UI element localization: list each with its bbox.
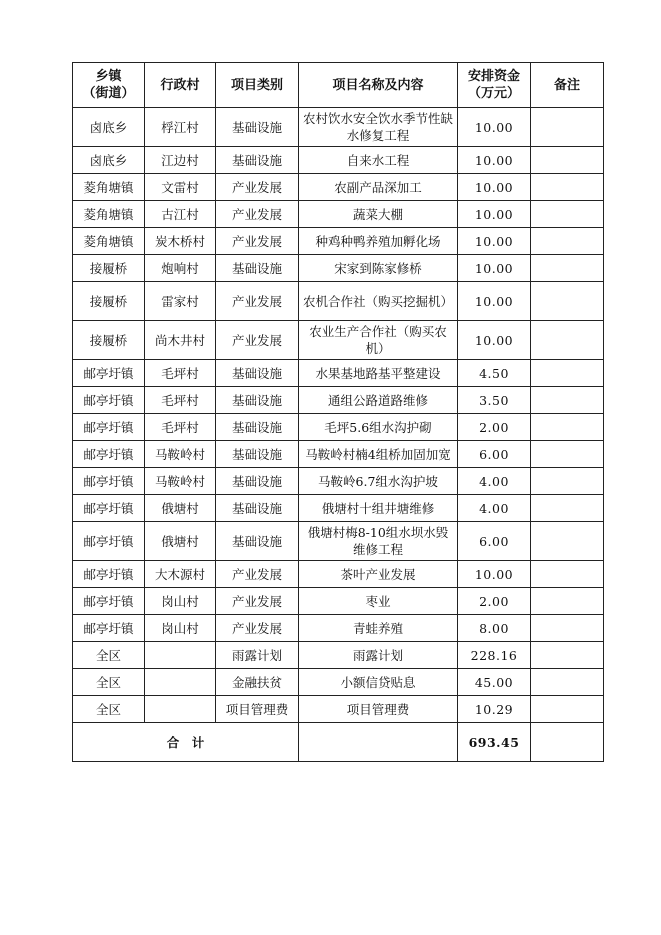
village-cell xyxy=(145,174,216,201)
note-cell xyxy=(531,321,604,360)
township-cell xyxy=(73,588,145,615)
note-cell xyxy=(531,387,604,414)
category-cell xyxy=(216,201,299,228)
table-row xyxy=(73,147,604,174)
note-cell xyxy=(531,588,604,615)
table-row xyxy=(73,588,604,615)
note-cell xyxy=(531,147,604,174)
village-cell xyxy=(145,468,216,495)
project-funding-table xyxy=(72,62,604,762)
village-text: 毛坪村 xyxy=(161,419,199,435)
village-text: 桴江村 xyxy=(161,119,199,135)
header-category-text: 项目类别 xyxy=(230,77,283,93)
total-label-cell xyxy=(73,723,299,762)
funds-text: 2.00 xyxy=(479,593,509,609)
category-text: 基础设施 xyxy=(231,152,282,168)
township-text: 邮亭圩镇 xyxy=(83,566,134,582)
township-cell xyxy=(73,495,145,522)
header-funds-text: 安排资金 （万元） xyxy=(467,69,520,101)
header-township xyxy=(73,63,145,108)
category-text: 项目管理费 xyxy=(225,701,289,717)
project-cell xyxy=(299,468,458,495)
township-cell xyxy=(73,108,145,147)
project-cell xyxy=(299,696,458,723)
category-cell xyxy=(216,561,299,588)
village-text: 马鞍岭村 xyxy=(154,473,205,489)
table-row xyxy=(73,642,604,669)
note-cell xyxy=(531,108,604,147)
funds-text: 4.00 xyxy=(479,500,509,516)
table-row xyxy=(73,282,604,321)
project-cell xyxy=(299,174,458,201)
project-text: 通组公路道路维修 xyxy=(327,392,428,408)
category-text: 基础设施 xyxy=(231,365,282,381)
township-cell xyxy=(73,255,145,282)
funds-text: 45.00 xyxy=(474,674,514,690)
funds-text: 4.00 xyxy=(479,473,509,489)
township-text: 菱角塘镇 xyxy=(83,179,134,195)
header-village-text: 行政村 xyxy=(160,77,200,93)
village-cell xyxy=(145,387,216,414)
funds-cell xyxy=(458,255,531,282)
township-text: 邮亭圩镇 xyxy=(83,533,134,549)
project-cell xyxy=(299,642,458,669)
project-cell xyxy=(299,414,458,441)
note-cell xyxy=(531,360,604,387)
village-cell xyxy=(145,147,216,174)
funds-cell xyxy=(458,468,531,495)
township-cell xyxy=(73,282,145,321)
table-header-row xyxy=(73,63,604,108)
village-text: 岗山村 xyxy=(161,593,199,609)
category-cell xyxy=(216,669,299,696)
category-cell xyxy=(216,441,299,468)
project-text: 农村饮水安全饮水季节性缺水修复工程 xyxy=(303,111,454,143)
township-cell xyxy=(73,696,145,723)
project-text: 小额信贷贴息 xyxy=(340,674,416,690)
note-cell xyxy=(531,522,604,561)
project-text: 俄塘村十组井塘维修 xyxy=(321,500,435,516)
category-cell xyxy=(216,174,299,201)
funds-text: 10.00 xyxy=(474,566,514,582)
header-project xyxy=(299,63,458,108)
funds-cell xyxy=(458,441,531,468)
category-cell xyxy=(216,696,299,723)
category-cell xyxy=(216,360,299,387)
table-row xyxy=(73,108,604,147)
funds-text: 10.00 xyxy=(474,260,514,276)
village-text: 古江村 xyxy=(161,206,199,222)
village-text: 岗山村 xyxy=(161,620,199,636)
project-text: 自来水工程 xyxy=(346,152,410,168)
village-text: 大木源村 xyxy=(154,566,205,582)
category-cell xyxy=(216,414,299,441)
table-row xyxy=(73,561,604,588)
township-cell xyxy=(73,387,145,414)
table-row xyxy=(73,615,604,642)
total-note-cell xyxy=(531,723,604,762)
township-text: 邮亭圩镇 xyxy=(83,473,134,489)
funds-cell xyxy=(458,174,531,201)
funds-cell xyxy=(458,588,531,615)
category-text: 基础设施 xyxy=(231,419,282,435)
village-cell xyxy=(145,414,216,441)
township-cell xyxy=(73,522,145,561)
funds-cell xyxy=(458,147,531,174)
township-cell xyxy=(73,414,145,441)
village-cell xyxy=(145,255,216,282)
table-row xyxy=(73,360,604,387)
funds-text: 6.00 xyxy=(479,446,509,462)
header-project-text: 项目名称及内容 xyxy=(332,77,424,93)
township-text: 邮亭圩镇 xyxy=(83,620,134,636)
project-cell xyxy=(299,615,458,642)
township-cell xyxy=(73,561,145,588)
category-cell xyxy=(216,147,299,174)
note-cell xyxy=(531,414,604,441)
township-cell xyxy=(73,201,145,228)
note-cell xyxy=(531,642,604,669)
header-village xyxy=(145,63,216,108)
category-cell xyxy=(216,108,299,147)
township-text: 邮亭圩镇 xyxy=(83,446,134,462)
project-cell xyxy=(299,561,458,588)
header-note xyxy=(531,63,604,108)
funds-cell xyxy=(458,561,531,588)
village-cell xyxy=(145,495,216,522)
village-text: 炮响村 xyxy=(161,260,199,276)
village-text: 文雷村 xyxy=(161,179,199,195)
funds-cell xyxy=(458,495,531,522)
category-text: 基础设施 xyxy=(231,533,282,549)
category-text: 产业发展 xyxy=(231,566,282,582)
township-text: 卤底乡 xyxy=(89,119,128,135)
township-cell xyxy=(73,468,145,495)
category-cell xyxy=(216,642,299,669)
funds-text: 10.29 xyxy=(474,701,514,717)
table-row xyxy=(73,495,604,522)
header-funds xyxy=(458,63,531,108)
note-cell xyxy=(531,615,604,642)
village-text: 俄塘村 xyxy=(161,533,199,549)
project-text: 俄塘村梅8-10组水坝水毁维修工程 xyxy=(307,525,449,557)
funds-text: 10.00 xyxy=(474,179,514,195)
category-cell xyxy=(216,495,299,522)
funds-text: 4.50 xyxy=(479,365,509,381)
funds-cell xyxy=(458,321,531,360)
village-text: 毛坪村 xyxy=(161,365,199,381)
funds-text: 228.16 xyxy=(470,647,518,663)
category-text: 产业发展 xyxy=(231,332,282,348)
village-cell xyxy=(145,282,216,321)
total-funds-cell xyxy=(458,723,531,762)
note-cell xyxy=(531,201,604,228)
note-cell xyxy=(531,228,604,255)
village-cell xyxy=(145,588,216,615)
funds-cell xyxy=(458,522,531,561)
village-cell xyxy=(145,201,216,228)
township-text: 卤底乡 xyxy=(89,152,128,168)
village-text: 雷家村 xyxy=(161,293,199,309)
table-row xyxy=(73,321,604,360)
township-text: 全区 xyxy=(95,701,121,717)
funds-cell xyxy=(458,414,531,441)
total-row xyxy=(73,723,604,762)
category-text: 产业发展 xyxy=(231,233,282,249)
township-text: 菱角塘镇 xyxy=(83,206,134,222)
project-text: 雨露计划 xyxy=(352,647,403,663)
table-row xyxy=(73,696,604,723)
township-cell xyxy=(73,321,145,360)
project-cell xyxy=(299,441,458,468)
township-text: 邮亭圩镇 xyxy=(83,419,134,435)
note-cell xyxy=(531,696,604,723)
village-cell xyxy=(145,642,216,669)
project-text: 农业生产合作社（购买农机） xyxy=(309,324,447,356)
category-text: 产业发展 xyxy=(231,293,282,309)
category-text: 产业发展 xyxy=(231,620,282,636)
village-text: 毛坪村 xyxy=(161,392,199,408)
category-cell xyxy=(216,387,299,414)
project-text: 农副产品深加工 xyxy=(334,179,422,195)
table-row xyxy=(73,468,604,495)
township-text: 邮亭圩镇 xyxy=(83,593,134,609)
project-cell xyxy=(299,108,458,147)
funds-text: 6.00 xyxy=(479,533,509,549)
project-cell xyxy=(299,228,458,255)
funds-cell xyxy=(458,642,531,669)
note-cell xyxy=(531,495,604,522)
category-text: 基础设施 xyxy=(231,260,282,276)
category-text: 基础设施 xyxy=(231,392,282,408)
table-row xyxy=(73,669,604,696)
township-text: 全区 xyxy=(95,674,121,690)
category-text: 基础设施 xyxy=(231,119,282,135)
township-text: 邮亭圩镇 xyxy=(83,500,134,516)
category-cell xyxy=(216,468,299,495)
project-text: 枣业 xyxy=(365,593,391,609)
funds-text: 10.00 xyxy=(474,332,514,348)
project-text: 茶叶产业发展 xyxy=(340,566,416,582)
category-text: 基础设施 xyxy=(231,500,282,516)
project-cell xyxy=(299,588,458,615)
project-text: 宋家到陈家修桥 xyxy=(334,260,422,276)
village-cell xyxy=(145,441,216,468)
table-row xyxy=(73,414,604,441)
project-text: 马鞍岭6.7组水沟护坡 xyxy=(318,473,438,489)
village-text: 俄塘村 xyxy=(161,500,199,516)
funds-cell xyxy=(458,228,531,255)
project-cell xyxy=(299,669,458,696)
village-cell xyxy=(145,321,216,360)
village-cell xyxy=(145,108,216,147)
funds-text: 10.00 xyxy=(474,293,514,309)
township-text: 邮亭圩镇 xyxy=(83,365,134,381)
table-row xyxy=(73,201,604,228)
village-text: 炭木桥村 xyxy=(154,233,205,249)
funds-text: 10.00 xyxy=(474,206,514,222)
township-cell xyxy=(73,174,145,201)
township-cell xyxy=(73,615,145,642)
project-text: 蔬菜大棚 xyxy=(352,206,403,222)
funds-text: 8.00 xyxy=(479,620,509,636)
project-text: 青蛙养殖 xyxy=(352,620,403,636)
project-cell xyxy=(299,321,458,360)
table-row xyxy=(73,441,604,468)
header-category xyxy=(216,63,299,108)
township-cell xyxy=(73,441,145,468)
note-cell xyxy=(531,468,604,495)
township-cell xyxy=(73,360,145,387)
category-cell xyxy=(216,588,299,615)
category-text: 金融扶贫 xyxy=(231,674,282,690)
project-text: 农机合作社（购买挖掘机） xyxy=(303,293,454,309)
township-cell xyxy=(73,669,145,696)
category-text: 产业发展 xyxy=(231,206,282,222)
funds-cell xyxy=(458,282,531,321)
village-cell xyxy=(145,696,216,723)
village-cell xyxy=(145,228,216,255)
category-cell xyxy=(216,255,299,282)
funds-cell xyxy=(458,615,531,642)
project-cell xyxy=(299,387,458,414)
category-cell xyxy=(216,282,299,321)
village-cell xyxy=(145,360,216,387)
project-text: 马鞍岭村楠4组桥加固加宽 xyxy=(305,446,451,462)
note-cell xyxy=(531,441,604,468)
village-cell xyxy=(145,522,216,561)
project-text: 水果基地路基平整建设 xyxy=(315,365,441,381)
note-cell xyxy=(531,174,604,201)
category-cell xyxy=(216,228,299,255)
table-row xyxy=(73,255,604,282)
table-row xyxy=(73,174,604,201)
project-cell xyxy=(299,522,458,561)
village-text: 马鞍岭村 xyxy=(154,446,205,462)
funds-text: 3.50 xyxy=(479,392,509,408)
township-text: 接履桥 xyxy=(89,260,128,276)
note-cell xyxy=(531,255,604,282)
note-cell xyxy=(531,669,604,696)
total-project-cell xyxy=(299,723,458,762)
funds-cell xyxy=(458,201,531,228)
category-text: 基础设施 xyxy=(231,473,282,489)
township-text: 邮亭圩镇 xyxy=(83,392,134,408)
funds-cell xyxy=(458,669,531,696)
funds-cell xyxy=(458,696,531,723)
funds-text: 10.00 xyxy=(474,119,514,135)
township-text: 接履桥 xyxy=(89,293,128,309)
township-cell xyxy=(73,642,145,669)
village-cell xyxy=(145,669,216,696)
township-text: 全区 xyxy=(95,647,121,663)
funds-cell xyxy=(458,108,531,147)
funds-text: 10.00 xyxy=(474,233,514,249)
table-row xyxy=(73,228,604,255)
funds-text: 2.00 xyxy=(479,419,509,435)
total-funds: 693.45 xyxy=(468,734,520,750)
category-cell xyxy=(216,615,299,642)
township-text: 菱角塘镇 xyxy=(83,233,134,249)
note-cell xyxy=(531,282,604,321)
project-cell xyxy=(299,495,458,522)
village-text: 江边村 xyxy=(161,152,199,168)
project-text: 种鸡种鸭养殖加孵化场 xyxy=(315,233,441,249)
note-cell xyxy=(531,561,604,588)
village-cell xyxy=(145,561,216,588)
funds-cell xyxy=(458,387,531,414)
township-text: 接履桥 xyxy=(89,332,128,348)
project-cell xyxy=(299,255,458,282)
village-cell xyxy=(145,615,216,642)
funds-text: 10.00 xyxy=(474,152,514,168)
table-row xyxy=(73,387,604,414)
category-text: 产业发展 xyxy=(231,593,282,609)
project-text: 毛坪5.6组水沟护砌 xyxy=(324,419,432,435)
township-cell xyxy=(73,228,145,255)
project-cell xyxy=(299,282,458,321)
category-cell xyxy=(216,321,299,360)
township-cell xyxy=(73,147,145,174)
project-cell xyxy=(299,360,458,387)
total-label: 合 计 xyxy=(166,734,205,750)
project-cell xyxy=(299,147,458,174)
category-text: 基础设施 xyxy=(231,446,282,462)
village-text: 尚木井村 xyxy=(154,332,205,348)
header-township-text: 乡镇 （街道） xyxy=(82,69,135,101)
table-row xyxy=(73,522,604,561)
category-text: 产业发展 xyxy=(231,179,282,195)
project-cell xyxy=(299,201,458,228)
category-cell xyxy=(216,522,299,561)
category-text: 雨露计划 xyxy=(231,647,282,663)
header-note-text: 备注 xyxy=(553,77,580,93)
funds-cell xyxy=(458,360,531,387)
project-text: 项目管理费 xyxy=(346,701,410,717)
